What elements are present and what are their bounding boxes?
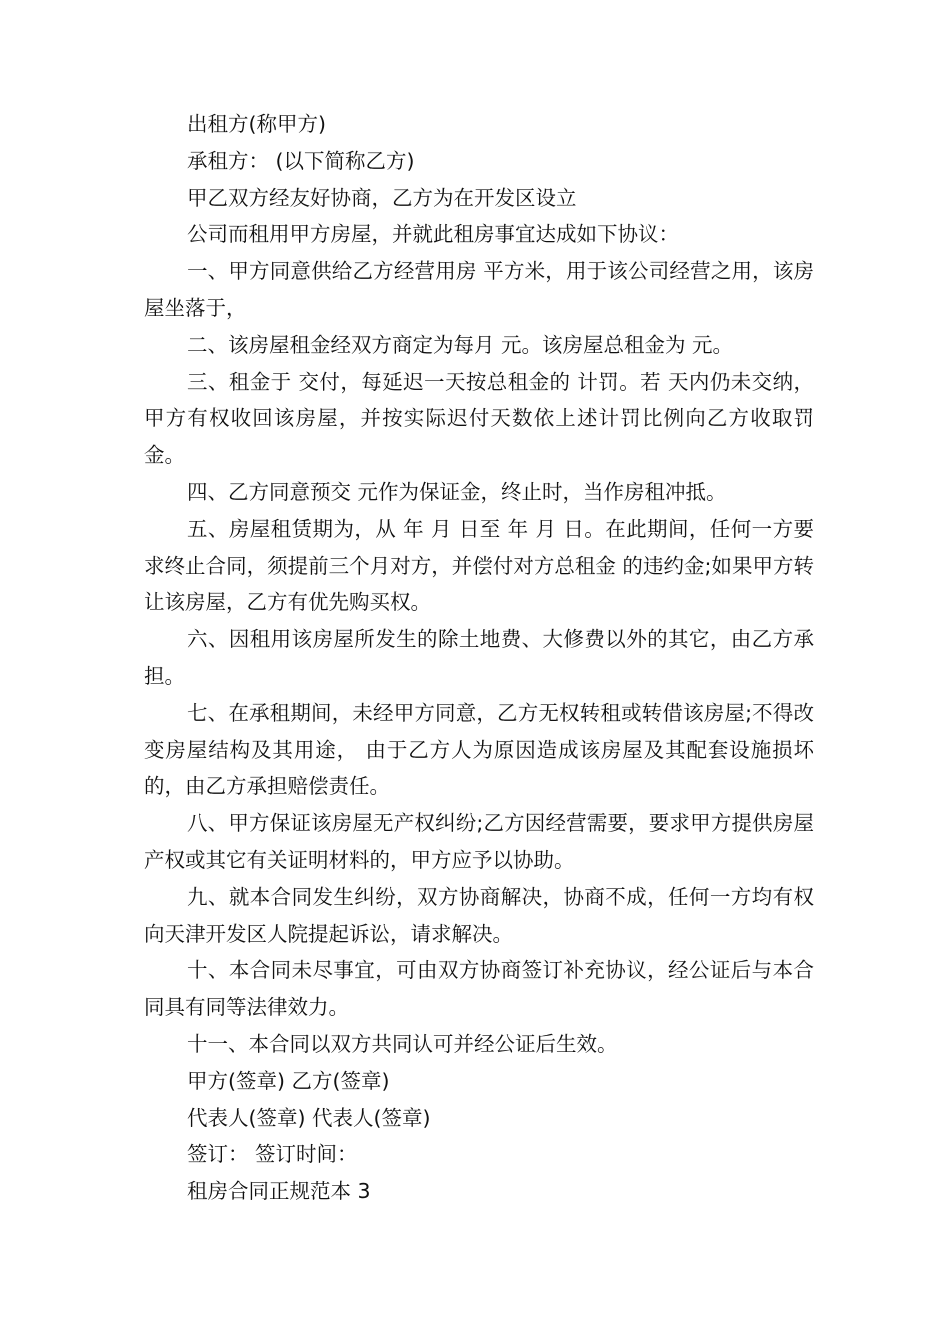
representative-line: 代表人(签章) 代表人(签章) <box>187 1105 431 1130</box>
clause-8: 八、甲方保证该房屋无产权纠纷;乙方因经营需要，要求甲方提供房屋产权或其它有关证明材料的，甲方应予以协助。 <box>144 811 814 872</box>
signing-date-line: 签订： 签订时间： <box>187 1142 358 1167</box>
clause-7: 七、在承租期间，未经甲方同意，乙方无权转租或转借该房屋;不得改变房屋结构及其用途， 由于乙方人为原因造成该房屋及其配套设施损坏的，由乙方承担赔偿责任。 <box>144 700 814 799</box>
preamble-line-2: 公司而租用甲方房屋，并就此租房事宜达成如下协议： <box>187 222 679 247</box>
party-b-line: 承租方： (以下简称乙方) <box>187 148 415 173</box>
clause-11: 十一、本合同以双方共同认可并经公证后生效。 <box>187 1031 618 1056</box>
clause-5: 五、房屋租赁期为，从 年 月 日至 年 月 日。在此期间，任何一方要求终止合同，须提前三个月对方，并偿付对方总租金 的违约金;如果甲方转让该房屋，乙方有优先购买权。 <box>144 516 814 615</box>
clause-3: 三、租金于 交付，每延迟一天按总租金的 计罚。若 天内仍未交纳，甲方有权收回该房屋，并按实际迟付天数依上述计罚比例向乙方收取罚金。 <box>144 369 814 468</box>
preamble-line-1: 甲乙双方经友好协商，乙方为在开发区设立 <box>187 185 577 210</box>
party-a-line: 出租方(称甲方) <box>187 112 326 136</box>
signature-line: 甲方(签章) 乙方(签章) <box>187 1068 390 1093</box>
clause-9: 九、就本合同发生纠纷，双方协商解决，协商不成，任何一方均有权向天津开发区人院提起诉讼，请求解决。 <box>144 884 814 946</box>
clause-10: 十、本合同未尽事宜，可由双方协商签订补充协议，经公证后与本合同具有同等法律效力。 <box>144 958 814 1020</box>
clause-2: 二、该房屋租金经双方商定为每月 元。该房屋总租金为 元。 <box>187 332 734 357</box>
clause-6: 六、因租用该房屋所发生的除土地费、大修费以外的其它，由乙方承担。 <box>144 627 814 688</box>
document-body <box>144 106 814 1210</box>
clause-1: 一、甲方同意供给乙方经营用房 平方米，用于该公司经营之用，该房屋坐落于， <box>144 259 814 320</box>
clause-4: 四、乙方同意预交 元作为保证金，终止时，当作房租冲抵。 <box>187 479 727 504</box>
next-section-heading: 租房合同正规范本 3 <box>187 1179 371 1204</box>
